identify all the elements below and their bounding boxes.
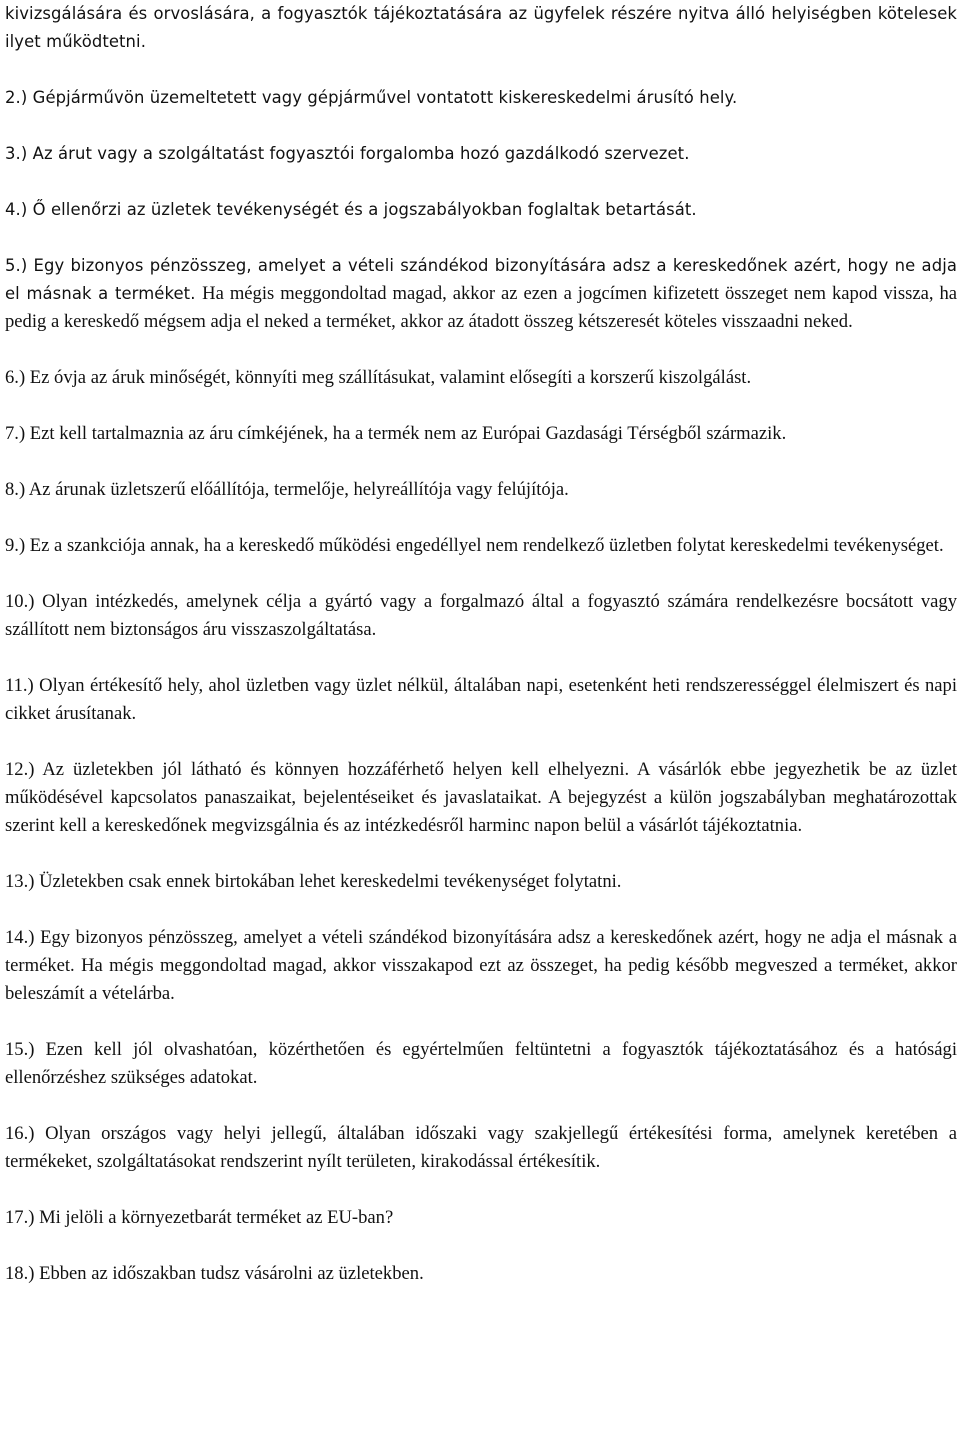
paragraph-text: 8.) Az árunak üzletszerű előállítója, termelője, helyreállítója vagy felújítója.	[5, 479, 569, 500]
paragraph-text: kivizsgálására és orvoslására, a fogyasztók tájékoztatására az ügyfelek részére nyitva álló helyiségben kötelesek ilyet működtetni.	[5, 4, 957, 51]
document-page	[5, 0, 957, 1316]
paragraph-item-6	[5, 364, 957, 392]
paragraph-item-18	[5, 1260, 957, 1288]
paragraph-item-14	[5, 924, 957, 1008]
paragraph-item-9	[5, 532, 957, 560]
paragraph-text: 3.) Az árut vagy a szolgáltatást fogyasztói forgalomba hozó gazdálkodó szervezet.	[5, 144, 690, 163]
paragraph-text: 13.) Üzletekben csak ennek birtokában lehet kereskedelmi tevékenységet folytatni.	[5, 871, 622, 892]
paragraph-intro-continuation	[5, 0, 957, 56]
paragraph-item-13	[5, 868, 957, 896]
paragraph-item-4	[5, 196, 957, 224]
paragraph-text: 10.) Olyan intézkedés, amelynek célja a gyártó vagy a forgalmazó által a fogyasztó számára rendelkezésre bocsátott vagy szállított nem biztonságos áru visszaszolgáltatása.	[5, 591, 957, 640]
paragraph-item-17	[5, 1204, 957, 1232]
paragraph-text: 2.) Gépjárművön üzemeltetett vagy gépjárművel vontatott kiskereskedelmi árusító hely.	[5, 88, 738, 107]
paragraph-item-10	[5, 588, 957, 644]
paragraph-text-part-2: Ha mégis meggondoltad magad, akkor az ezen a jogcímen kifizetett összeget nem kapod vissza, ha pedig a kereskedő mégsem adja el neked a terméket, akkor az átadott összeg kétszeresét köteles visszaadni neked.	[5, 283, 957, 332]
paragraph-item-8	[5, 476, 957, 504]
paragraph-item-3	[5, 140, 957, 168]
paragraph-text: 7.) Ezt kell tartalmaznia az áru címkéjének, ha a termék nem az Európai Gazdasági Térségből származik.	[5, 423, 787, 444]
paragraph-item-7	[5, 420, 957, 448]
paragraph-item-15	[5, 1036, 957, 1092]
paragraph-text: 15.) Ezen kell jól olvashatóan, közérthetően és egyértelműen feltüntetni a fogyasztók tájékoztatásához és a hatósági ellenőrzéshez szükséges adatokat.	[5, 1039, 957, 1088]
paragraph-text: 9.) Ez a szankciója annak, ha a kereskedő működési engedéllyel nem rendelkező üzletben folytat kereskedelmi tevékenységet.	[5, 535, 944, 556]
paragraph-item-12	[5, 756, 957, 840]
paragraph-item-11	[5, 672, 957, 728]
paragraph-text: 11.) Olyan értékesítő hely, ahol üzletben vagy üzlet nélkül, általában napi, esetenként heti rendszerességgel élelmiszert és napi cikket árusítanak.	[5, 675, 957, 724]
paragraph-text: 16.) Olyan országos vagy helyi jellegű, általában időszaki vagy szakjellegű értékesítési forma, amelynek keretében a termékeket, szolgáltatásokat rendszerint nyílt területen, kirakodással értékesítik.	[5, 1123, 957, 1172]
paragraph-item-2	[5, 84, 957, 112]
paragraph-item-16	[5, 1120, 957, 1176]
paragraph-text: 17.) Mi jelöli a környezetbarát terméket az EU-ban?	[5, 1207, 394, 1228]
paragraph-text: 18.) Ebben az időszakban tudsz vásárolni az üzletekben.	[5, 1263, 424, 1284]
paragraph-text: 4.) Ő ellenőrzi az üzletek tevékenységét és a jogszabályokban foglaltak betartását.	[5, 200, 697, 219]
paragraph-text: 12.) Az üzletekben jól látható és könnyen hozzáférhető helyen kell elhelyezni. A vásárlók ebbe jegyezhetik be az üzlet működésével kapcsolatos panaszaikat, bejelentéseiket és javaslataikat. A bejegyzést a külön jogszabályban meghatározottak szerint kell a kereskedőnek megvizsgálnia és az intézkedésről harminc napon belül a vásárlót tájékoztatnia.	[5, 759, 957, 836]
paragraph-text: 14.) Egy bizonyos pénzösszeg, amelyet a vételi szándékod bizonyítására adsz a kereskedőnek azért, hogy ne adja el másnak a terméket. Ha mégis meggondoltad magad, akkor visszakapod ezt az összeget, ha pedig később megveszed a terméket, akkor beleszámít a vételárba.	[5, 927, 957, 1004]
paragraph-text: 6.) Ez óvja az áruk minőségét, könnyíti meg szállításukat, valamint elősegíti a korszerű kiszolgálást.	[5, 367, 752, 388]
paragraph-text-part-1: 5.) Egy bizonyos pénzösszeg, amelyet a vételi szándékod bizonyítására adsz a kereskedőnek azért, hogy ne adja el másnak a terméket.	[5, 256, 957, 303]
paragraph-item-5	[5, 252, 957, 336]
